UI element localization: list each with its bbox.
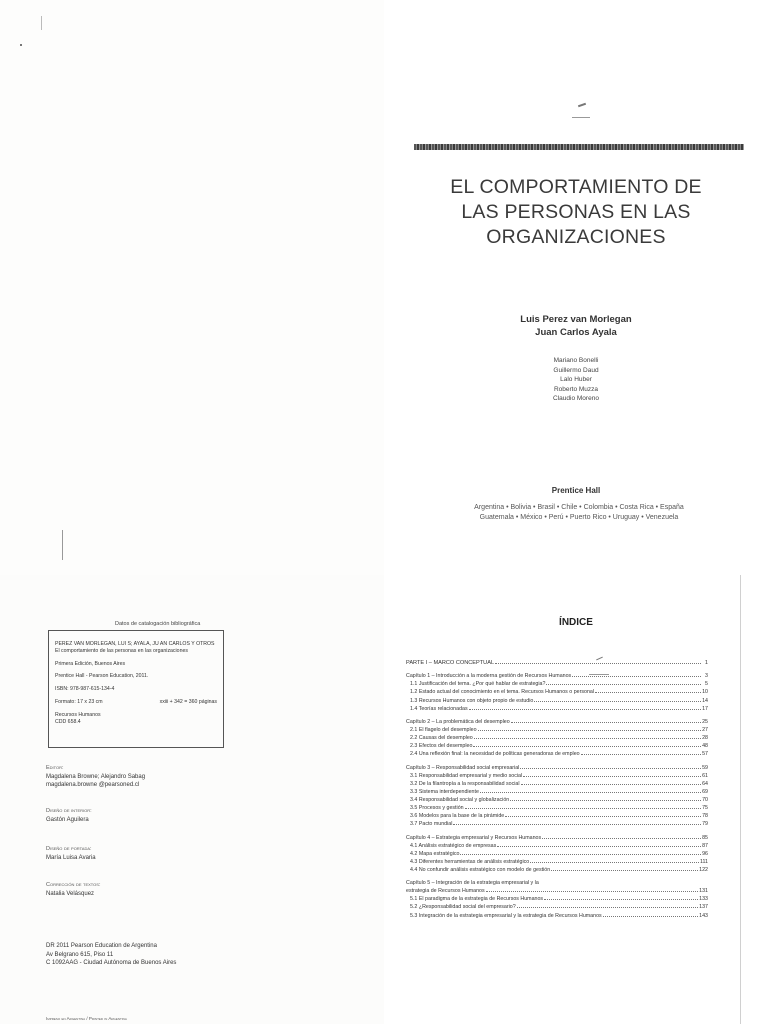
imprint-line: Impreso en Argentina / Printed in Argentina — [46, 1016, 127, 1021]
toc-leader — [474, 734, 701, 739]
toc-entry — [406, 672, 708, 680]
scan-edge — [740, 575, 741, 1024]
scan-speck — [578, 103, 586, 108]
toc-entry-page: 133 — [699, 896, 708, 903]
toc-entry-page: 122 — [699, 866, 708, 873]
toc-entry-page: 17 — [702, 705, 708, 712]
toc-entry-page: 69 — [702, 788, 708, 795]
toc-leader — [581, 750, 701, 755]
toc-entry-page: 25 — [702, 718, 708, 725]
toc-entry-page: 131 — [699, 888, 708, 895]
toc-entry — [406, 834, 708, 842]
toc-leader — [469, 705, 701, 710]
toc-entry — [406, 742, 708, 750]
toc-entry — [406, 912, 708, 920]
toc-entry-title: 1.1 Justificación del tema. ¿Por qué hablar de estrategia? — [410, 681, 546, 688]
catalog-caption: Datos de catalogación bibliográfica — [115, 621, 201, 627]
toc-leader — [511, 718, 701, 723]
toc-entry-page: 14 — [702, 697, 708, 704]
copyright-block: DR 2011 Pearson Education de Argentina Av Belgrano 615, Piso 11 C 1092AAG - Ciudad Autónoma de Buenos Aires — [46, 943, 177, 966]
toc-entry — [406, 697, 708, 705]
toc-entry-title: 2.2 Causas del desempleo — [410, 735, 473, 742]
toc-entry-page: 137 — [699, 904, 708, 911]
toc-entry — [406, 726, 708, 734]
toc-entry-page: 1 — [704, 660, 708, 666]
credit-editor: Editor: Magdalena Browne; Alejandro Sabag magdalena.browne @pearsoned.cl — [46, 765, 146, 788]
scan-speck — [20, 44, 22, 46]
toc-leader — [465, 804, 701, 809]
catalog-pages: xxiii + 342 = 360 páginas — [159, 698, 217, 705]
scan-speck — [62, 530, 63, 560]
toc-leader — [544, 895, 698, 900]
catalog-edition: Primera Edición, Buenos Aires — [55, 660, 126, 667]
catalog-page — [0, 575, 384, 1024]
toc-leader — [480, 788, 701, 793]
toc-leader — [520, 764, 701, 769]
catalog-line: PEREZ VAN MORLEGAN, LUI S; AYALA, JU AN CARLOS Y OTROS — [55, 641, 215, 647]
title-page — [384, 0, 768, 575]
toc-entry-title: 3.2 De la filantropía a la responsabilidad social — [410, 780, 520, 787]
toc-entry-page: 48 — [702, 743, 708, 750]
toc-entry — [406, 788, 708, 796]
toc-entry — [406, 734, 708, 742]
catalog-subject: Recursos Humanos — [55, 711, 101, 718]
toc-leader — [505, 812, 701, 817]
toc-entry-title: 4.3 Diferentes herramientas de análisis estratégico — [410, 858, 530, 865]
index-page — [384, 575, 768, 1024]
toc-entry — [406, 764, 708, 772]
toc-entry-page: 87 — [702, 842, 708, 849]
publisher-name: Prentice Hall — [551, 486, 601, 495]
credit-cover-design: Diseño de portada: María Luisa Avaria — [46, 846, 96, 861]
toc-entry — [406, 688, 708, 696]
blank-page — [0, 0, 384, 575]
toc-entry-title: 3.5 Procesos y gestión — [410, 805, 464, 812]
main-authors: Luis Perez van Morlegan Juan Carlos Ayala — [520, 314, 632, 338]
toc-entry-title: 3.3 Sistema interdependiente — [410, 788, 479, 795]
toc-entry — [406, 879, 708, 887]
toc-entry-page: 5 — [705, 681, 708, 688]
toc-entry-page: 27 — [702, 727, 708, 734]
catalog-cdd: CDD 658.4 — [55, 718, 81, 725]
toc-entry — [406, 895, 708, 903]
toc-entry-title: estrategia de Recursos Humanos — [406, 888, 485, 895]
toc-entry — [406, 820, 708, 828]
toc-entry — [406, 705, 708, 713]
toc-entry-page: 10 — [702, 689, 708, 696]
toc-entry-page: 143 — [699, 912, 708, 919]
toc-entry-title: 2.4 Una reflexión final: la necesidad de políticas generadoras de empleo — [410, 751, 580, 758]
catalog-publisher: Prentice Hall - Pearson Education, 2011. — [55, 673, 149, 680]
toc-entry — [406, 887, 708, 895]
countries-list: Argentina • Bolivia • Brasil • Chile • Colombia • Costa Rica • España Guatemala • México • Perú • Puerto Rico • Uruguay • Venezuela — [474, 504, 684, 521]
toc-leader — [530, 858, 699, 863]
toc-leader — [460, 850, 701, 855]
toc-entry-title: 4.2 Mapa estratégico — [410, 850, 460, 857]
scan-speck — [41, 16, 42, 30]
toc-entry-title: Capítulo 1 – Introducción a la moderna gestión de Recursos Humanos — [406, 673, 572, 680]
toc-entry-title: 2.1 El flagelo del desempleo — [410, 727, 477, 734]
toc-entry-title: PARTE I – MARCO CONCEPTUAL — [406, 660, 495, 666]
toc-entry-title: 1.3 Recursos Humanos con objeto propio de estudio — [410, 697, 534, 704]
toc-leader — [534, 697, 701, 702]
toc-entry-page: 75 — [702, 805, 708, 812]
toc-entry-title: 5.3 Integración de la estrategia empresarial y la estrategia de Recursos Humanos — [410, 912, 602, 919]
catalog-box — [48, 630, 224, 748]
toc-entry-title: 1.2 Estado actual del conocimiento en el tema. Recursos Humanos o personal — [410, 689, 595, 696]
toc-entry — [406, 812, 708, 820]
toc-entry — [406, 680, 708, 688]
table-of-contents — [406, 659, 708, 920]
toc-entry — [406, 850, 708, 858]
toc-entry — [406, 866, 708, 874]
toc-leader — [521, 780, 701, 785]
toc-entry — [406, 772, 708, 780]
toc-entry-title: 5.1 El paradigma de la estrategia de Recursos Humanos — [410, 896, 544, 903]
toc-entry — [406, 780, 708, 788]
catalog-line: El comportamiento de las personas en las organizaciones — [55, 647, 188, 654]
credit-interior-design: Diseño de interior: Gastón Aguilera — [46, 808, 92, 823]
toc-leader — [497, 842, 701, 847]
toc-entry-title: 3.7 Pacto mundial — [410, 821, 453, 828]
toc-leader — [473, 742, 701, 747]
toc-leader — [510, 796, 701, 801]
toc-leader — [453, 820, 701, 825]
index-title: ÍNDICE — [559, 617, 593, 628]
toc-leader — [495, 659, 701, 664]
toc-entry — [406, 903, 708, 911]
toc-entry-title: 3.6 Modelos para la base de la pirámide — [410, 813, 505, 820]
toc-leader — [540, 880, 701, 884]
toc-entry-page: 61 — [702, 772, 708, 779]
toc-leader — [603, 912, 698, 917]
toc-entry-page: 111 — [699, 858, 708, 865]
toc-leader — [551, 866, 698, 871]
toc-entry-title: Capítulo 5 – Integración de la estrategia empresarial y la — [406, 880, 539, 887]
toc-entry-page: 64 — [702, 780, 708, 787]
book-title: EL COMPORTAMIENTO DE LAS PERSONAS EN LAS ORGANIZACIONES — [450, 176, 702, 248]
toc-leader — [478, 726, 701, 731]
toc-leader — [595, 688, 701, 693]
toc-entry-page: 3 — [705, 673, 708, 680]
toc-entry-page: 96 — [702, 850, 708, 857]
toc-entry — [406, 842, 708, 850]
toc-entry-title: 1.4 Teorías relacionadas — [410, 705, 468, 712]
co-authors: Mariano Bonelli Guillermo Daud Lalo Huber Roberto Muzza Claudio Moreno — [553, 357, 599, 402]
catalog-format-row — [55, 699, 217, 706]
toc-entry-title: 2.3 Efectos del desempleo — [410, 743, 473, 750]
toc-entry — [406, 718, 708, 726]
toc-entry-page: 78 — [702, 813, 708, 820]
scan-speck — [572, 117, 590, 118]
toc-leader — [546, 680, 701, 685]
toc-entry-title: Capítulo 2 – La problemática del desempleo — [406, 718, 510, 725]
catalog-format: Formato: 17 x 23 cm — [55, 698, 103, 705]
toc-entry-title: 4.4 No confundir análisis estratégico con modelo de gestión — [410, 866, 551, 873]
toc-entry-title: 4.1 Análisis estratégico de empresas — [410, 842, 497, 849]
header-band — [414, 144, 744, 150]
toc-entry-title: 3.4 Responsabilidad social y globalización — [410, 796, 510, 803]
toc-leader — [517, 903, 698, 908]
toc-entry-page: 70 — [702, 796, 708, 803]
toc-entry-title: Capítulo 3 – Responsabilidad social empresarial — [406, 764, 520, 771]
toc-leader — [486, 887, 699, 892]
toc-entry-page: 57 — [702, 751, 708, 758]
toc-leader — [542, 834, 701, 839]
toc-entry-title: 3.1 Responsabilidad empresarial y medio social — [410, 772, 523, 779]
toc-leader — [572, 672, 701, 677]
toc-entry-title: 5.2 ¿Responsabilidad social del empresario? — [410, 904, 516, 911]
toc-entry — [406, 858, 708, 866]
toc-entry-page: 28 — [702, 735, 708, 742]
catalog-isbn: ISBN: 978-987-615-134-4 — [55, 686, 115, 693]
toc-entry — [406, 659, 708, 667]
toc-entry-page: 59 — [702, 764, 708, 771]
credit-proofreading: Corrección de textos: Natalia Velásquez — [46, 882, 101, 897]
toc-entry-page: 79 — [702, 821, 708, 828]
toc-leader — [523, 772, 701, 777]
toc-entry — [406, 796, 708, 804]
toc-entry — [406, 750, 708, 758]
toc-entry-page: 85 — [702, 834, 708, 841]
toc-entry-title: Capítulo 4 – Estrategia empresarial y Recursos Humanos — [406, 834, 542, 841]
toc-entry — [406, 804, 708, 812]
